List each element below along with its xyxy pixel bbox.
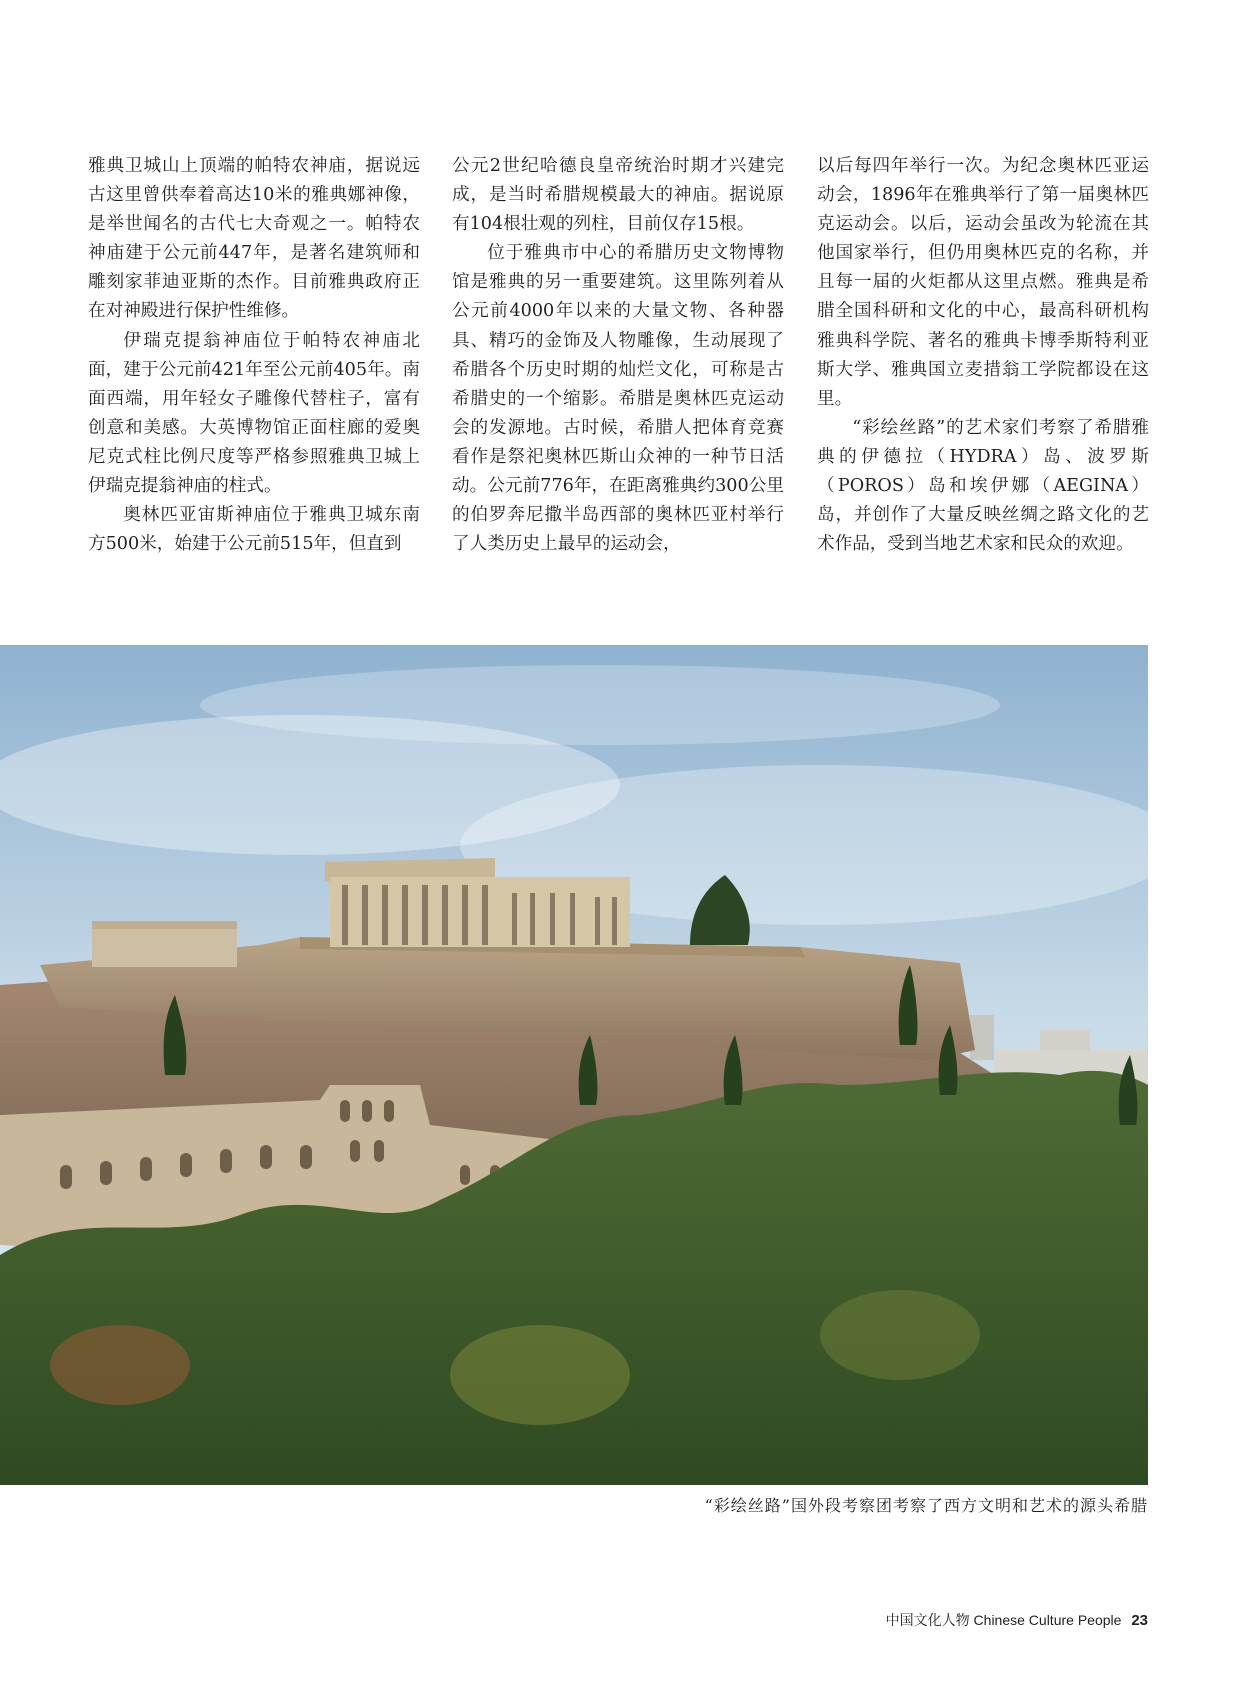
page-footer — [886, 1610, 1148, 1630]
text-column-1 — [88, 152, 420, 559]
paragraph: 伊瑞克提翁神庙位于帕特农神庙北面，建于公元前421年至公元前405年。南面西端，用年轻女子雕像代替柱子，富有创意和美感。大英博物馆正面柱廊的爱奥尼克式柱比例尺度等严格参照雅典卫城上伊瑞克提翁神庙的柱式。 — [88, 330, 420, 497]
page-number: 23 — [1131, 1612, 1148, 1629]
paragraph: “彩绘丝路”的艺术家们考察了希腊雅典的伊德拉（HYDRA）岛、波罗斯（POROS）岛和埃伊娜（AEGINA）岛，并创作了大量反映丝绸之路文化的艺术作品，受到当地艺术家和民众的欢迎。 — [817, 417, 1149, 555]
magazine-title-cn: 中国文化人物 — [885, 1612, 970, 1628]
text-column-3 — [817, 152, 1149, 559]
paragraph: 以后每四年举行一次。为纪念奥林匹亚运动会，1896年在雅典举行了第一届奥林匹克运动会。以后，运动会虽改为轮流在其他国家举行，但仍用奥林匹克的名称，并且每一届的火炬都从这里点燃。雅典是希腊全国科研和文化的中心，最高科研机构雅典科学院、著名的雅典卡博季斯特利亚斯大学、雅典国立麦措翁工学院都设在这里。 — [817, 156, 1149, 409]
acropolis-photo — [0, 645, 1148, 1485]
paragraph: 奥林匹亚宙斯神庙位于雅典卫城东南方500米，始建于公元前515年，但直到 — [88, 505, 420, 555]
text-column-2 — [452, 152, 784, 559]
paragraph: 雅典卫城山上顶端的帕特农神庙，据说远古这里曾供奉着高达10米的雅典娜神像，是举世闻名的古代七大奇观之一。帕特农神庙建于公元前447年，是著名建筑师和雕刻家菲迪亚斯的杰作。目前雅典政府正在对神殿进行保护性维修。 — [88, 156, 420, 322]
magazine-title-en: Chinese Culture People — [973, 1612, 1122, 1628]
paragraph: 位于雅典市中心的希腊历史文物博物馆是雅典的另一重要建筑。这里陈列着从公元前4000年以来的大量文物、各种器具、精巧的金饰及人物雕像，生动展现了希腊各个历史时期的灿烂文化，可称是古希腊史的一个缩影。希腊是奥林匹克运动会的发源地。古时候，希腊人把体育竞赛看作是祭祀奥林匹斯山众神的一种节日活动。公元前776年，在距离雅典约300公里的伯罗奔尼撒半岛西部的奥林匹亚村举行了人类历史上最早的运动会， — [452, 243, 784, 555]
paragraph: 公元2世纪哈德良皇帝统治时期才兴建完成，是当时希腊规模最大的神庙。据说原有104根壮观的列柱，目前仅存15根。 — [452, 156, 784, 235]
photo-caption: “彩绘丝路”国外段考察团考察了西方文明和艺术的源头希腊 — [704, 1496, 1148, 1515]
